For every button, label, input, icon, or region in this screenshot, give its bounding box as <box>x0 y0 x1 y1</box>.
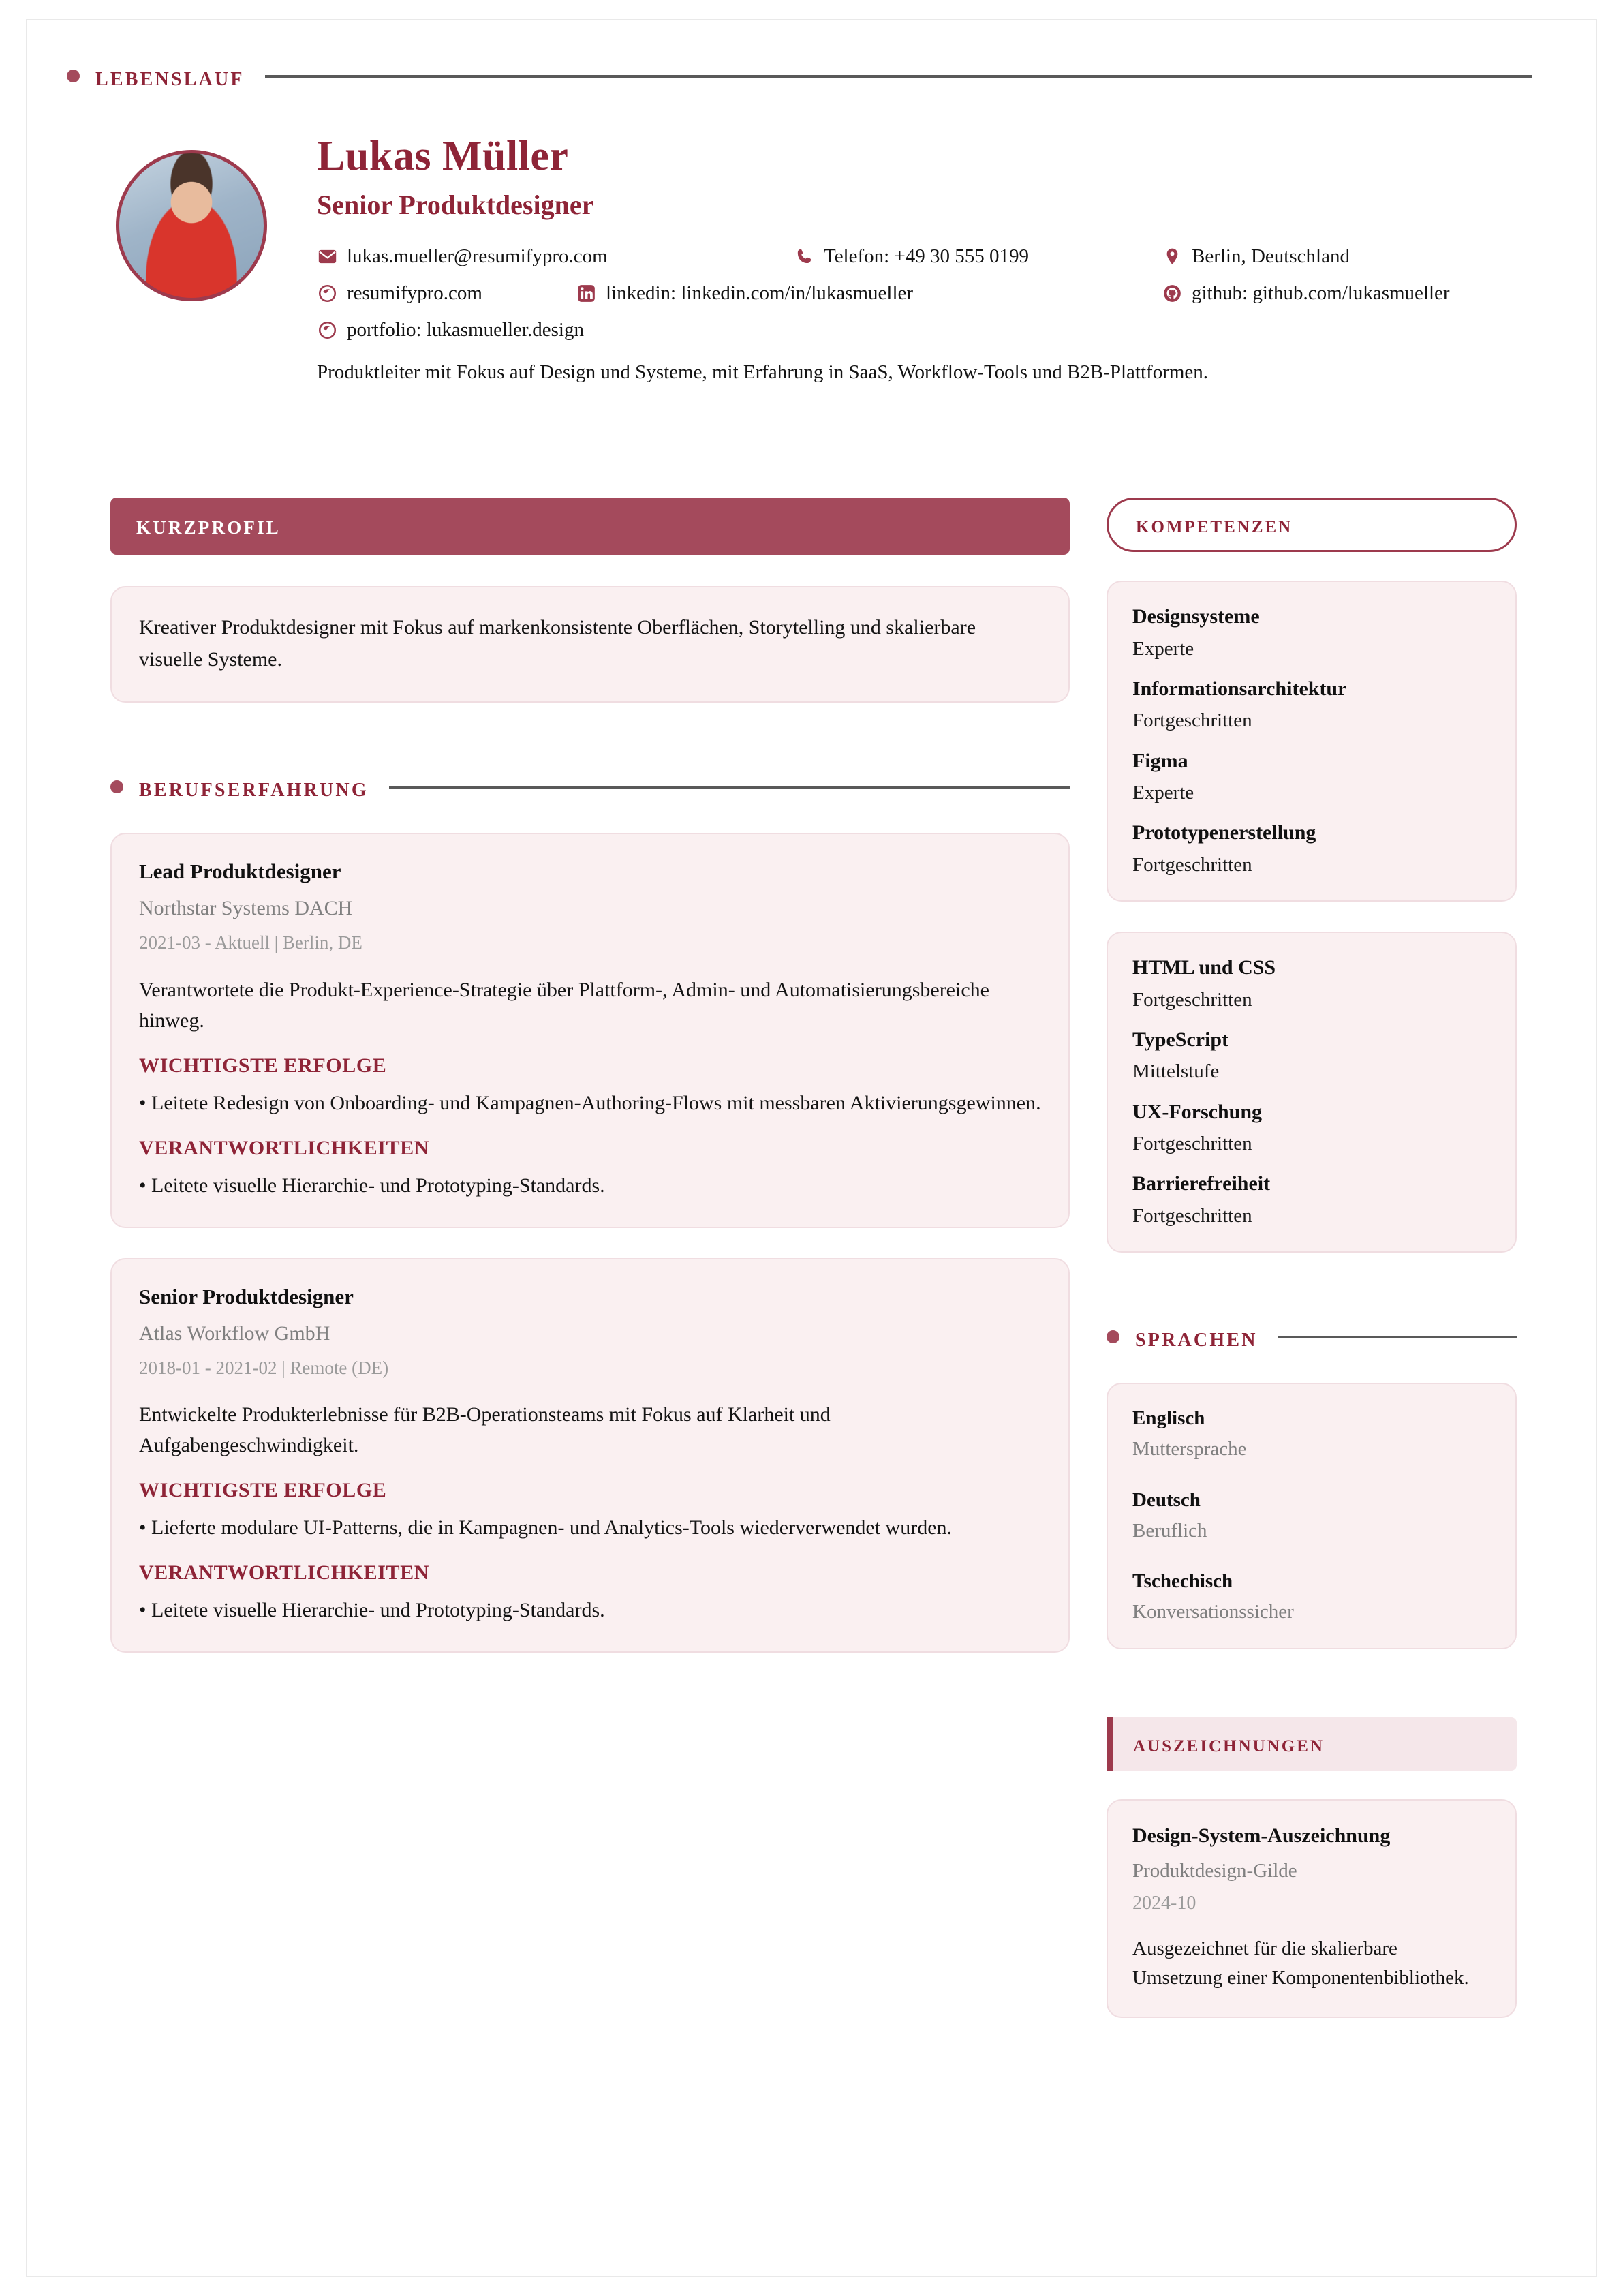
skill-name: Barrierefreiheit <box>1132 1172 1271 1195</box>
contact-website-text: resumifypro.com <box>347 281 482 304</box>
achievements-heading: WICHTIGSTE ERFOLGE <box>139 1479 387 1502</box>
skill-name: Designsysteme <box>1132 605 1260 628</box>
contact-github-text: github: github.com/lukasmueller <box>1192 281 1450 304</box>
skill-level: Experte <box>1132 637 1194 660</box>
responsibility-bullet: • Leitete visuelle Hierarchie- und Prototyping-Standards. <box>139 1599 605 1622</box>
avatar <box>116 150 278 301</box>
contact-row-2 <box>317 281 1539 305</box>
phone-icon <box>794 247 814 267</box>
contact-portfolio[interactable] <box>317 318 584 342</box>
contact-email-text: lukas.mueller@resumifypro.com <box>347 245 608 268</box>
job-role-subtitle: Senior Produktdesigner <box>317 189 594 221</box>
skill-level: Fortgeschritten <box>1132 1133 1252 1154</box>
contact-row-1 <box>317 245 1539 269</box>
section-heading-kurzprofil <box>110 498 1070 555</box>
job-title: Lead Produktdesigner <box>139 859 341 883</box>
section-heading-auszeichnungen <box>1107 1717 1517 1771</box>
section-heading-sprachen <box>1107 1321 1517 1353</box>
contact-location <box>1162 245 1350 269</box>
award-description: Ausgezeichnet für die skalierbare Umsetzung einer Komponentenbibliothek. <box>1132 1937 1469 1989</box>
responsibilities-heading: VERANTWORTLICHKEITEN <box>139 1561 430 1585</box>
contact-website[interactable] <box>317 281 576 305</box>
job-meta: 2018-01 - 2021-02 | Remote (DE) <box>139 1357 389 1378</box>
section-label-auszeichnungen: auszeichnungen <box>1133 1729 1325 1757</box>
heading-rule <box>389 786 1070 789</box>
contact-linkedin-text: linkedin: linkedin.com/in/lukasmueller <box>606 281 914 304</box>
profile-text: Kreativer Produktdesigner mit Fokus auf markenkonsistente Oberflächen, Storytelling und skalierbare visuelle Systeme. <box>139 616 976 671</box>
skills-card <box>1107 581 1517 902</box>
section-heading-lebenslauf <box>67 60 1532 92</box>
location-icon <box>1162 247 1182 267</box>
contact-row-3 <box>317 318 1539 342</box>
spacer <box>1107 1283 1517 1321</box>
linkedin-icon <box>576 283 596 303</box>
main-column <box>27 498 1070 1683</box>
contact-portfolio-text: portfolio: lukasmueller.design <box>347 318 584 341</box>
globe-icon <box>317 283 337 303</box>
job-meta: 2021-03 - Aktuell | Berlin, DE <box>139 932 362 953</box>
header-details <box>278 133 1539 385</box>
skill-level: Fortgeschritten <box>1132 709 1252 732</box>
job-description: Verantwortete die Produkt-Experience-Strategie über Plattform-, Admin- und Automatisierungsbereiche hinweg. <box>139 978 989 1032</box>
contact-github[interactable] <box>1162 281 1450 305</box>
profile-card <box>110 586 1070 703</box>
language-name: Englisch <box>1132 1407 1205 1429</box>
responsibility-bullet: • Leitete visuelle Hierarchie- und Prototyping-Standards. <box>139 1174 605 1197</box>
contact-linkedin[interactable] <box>576 281 1162 305</box>
github-icon <box>1162 283 1182 303</box>
section-label-berufserfahrung: berufserfahrung <box>139 771 369 802</box>
spacer <box>1107 1679 1517 1717</box>
resume-sheet <box>26 19 1597 2277</box>
contact-location-text: Berlin, Deutschland <box>1192 245 1350 268</box>
job-title: Senior Produktdesigner <box>139 1284 354 1308</box>
page-title: Lukas Müller <box>317 133 569 179</box>
profile-photo <box>116 150 267 301</box>
job-company: Northstar Systems DACH <box>139 897 353 920</box>
body-columns <box>27 498 1598 2048</box>
skill-name: Prototypenerstellung <box>1132 821 1316 844</box>
skill-name: TypeScript <box>1132 1028 1229 1051</box>
section-label-kurzprofil: kurzprofil <box>136 511 281 540</box>
skills-card <box>1107 932 1517 1253</box>
skill-name: Informationsarchitektur <box>1132 677 1347 700</box>
award-item <box>1107 1799 1517 2018</box>
section-label-kompetenzen: kompetenzen <box>1136 510 1293 538</box>
skill-level: Fortgeschritten <box>1132 853 1252 876</box>
bullet-dot-icon <box>67 70 80 82</box>
heading-rule <box>1278 1336 1517 1338</box>
award-title: Design-System-Auszeichnung <box>1132 1824 1391 1847</box>
email-icon <box>317 247 337 267</box>
section-heading-kompetenzen <box>1107 498 1517 552</box>
skill-level: Fortgeschritten <box>1132 1204 1252 1227</box>
contact-email[interactable] <box>317 245 794 269</box>
section-heading-berufserfahrung <box>110 771 1070 803</box>
language-level: Muttersprache <box>1132 1438 1247 1460</box>
languages-card <box>1107 1383 1517 1649</box>
skill-level: Fortgeschritten <box>1132 988 1252 1011</box>
language-level: Beruflich <box>1132 1519 1207 1542</box>
achievements-heading: WICHTIGSTE ERFOLGE <box>139 1054 387 1077</box>
achievement-bullet: • Lieferte modulare UI-Patterns, die in Kampagnen- und Analytics-Tools wiederverwendet wurden. <box>139 1516 953 1540</box>
contact-phone[interactable] <box>794 245 1162 269</box>
experience-item <box>110 833 1070 1228</box>
skill-name: HTML und CSS <box>1132 956 1276 979</box>
job-description: Entwickelte Produkterlebnisse für B2B-Operationsteams mit Fokus auf Klarheit und Aufgabengeschwindigkeit. <box>139 1403 831 1457</box>
spacer <box>110 733 1070 771</box>
sidebar-column <box>1070 498 1598 2048</box>
header-summary: Produktleiter mit Fokus auf Design und Systeme, mit Erfahrung in SaaS, Workflow-Tools und B2B-Plattformen. <box>317 361 1209 383</box>
language-name: Deutsch <box>1132 1488 1201 1511</box>
header-block <box>67 133 1539 385</box>
skill-level: Experte <box>1132 782 1194 803</box>
job-company: Atlas Workflow GmbH <box>139 1321 330 1345</box>
skill-name: UX-Forschung <box>1132 1100 1263 1123</box>
responsibilities-heading: VERANTWORTLICHKEITEN <box>139 1136 430 1159</box>
experience-item <box>110 1258 1070 1653</box>
contact-phone-text: Telefon: +49 30 555 0199 <box>824 245 1030 268</box>
section-label-sprachen: sprachen <box>1135 1321 1258 1352</box>
award-date: 2024-10 <box>1132 1892 1196 1914</box>
bullet-dot-icon <box>110 780 123 793</box>
language-name: Tschechisch <box>1132 1570 1233 1592</box>
heading-rule <box>265 75 1532 78</box>
skill-name: Figma <box>1132 749 1188 772</box>
bullet-dot-icon <box>1107 1330 1119 1343</box>
achievement-bullet: • Leitete Redesign von Onboarding- und Kampagnen-Authoring-Flows mit messbaren Aktivierungsgewinnen. <box>139 1091 1041 1114</box>
skill-level: Mittelstufe <box>1132 1060 1220 1083</box>
award-org: Produktdesign-Gilde <box>1132 1859 1297 1882</box>
section-label-lebenslauf: lebenslauf <box>95 61 245 91</box>
language-level: Konversationssicher <box>1132 1601 1294 1623</box>
globe-icon <box>317 320 337 340</box>
